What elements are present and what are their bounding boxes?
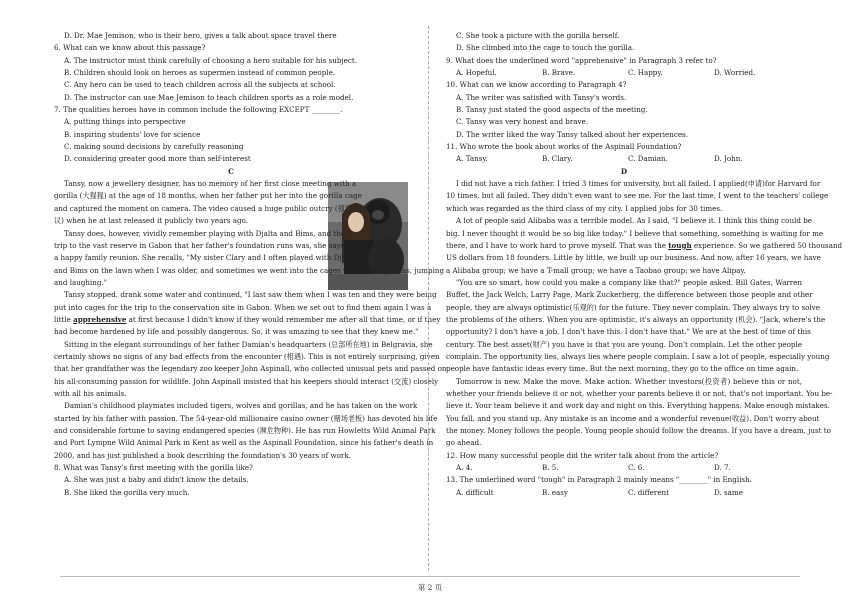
passage-d-line: 10 times, but all failed. They didn't even want to see me. For the last time, I went to the teachers' college bbox=[446, 191, 829, 201]
q6-option-b: B. Children should look on heroes as supermen instead of common people. bbox=[64, 68, 336, 78]
q11-option-c: C. Damian. bbox=[628, 154, 668, 164]
q9-stem: 9. What does the underlined word "apprehensive" in Paragraph 3 refer to? bbox=[446, 55, 717, 65]
q13-option-b: B. easy bbox=[542, 487, 568, 497]
passage-d-line: go ahead. bbox=[446, 438, 482, 448]
q9-option-d: D. Worried. bbox=[714, 68, 756, 78]
q6-option-a: A. The instructor must think carefully of choosing a hero suitable for his subject. bbox=[64, 55, 357, 65]
passage-c-line: and laughing." bbox=[54, 277, 108, 287]
text-run: at first because I didn't know if they would remember me after all that time, or if they bbox=[126, 314, 441, 324]
passage-d-line: You fall, and you stand up. Any mistake is an income and a wonderful revenue(收益). Don't worry about bbox=[446, 413, 820, 423]
q10-option-d: D. The writer liked the way Tansy talked about her experiences. bbox=[456, 129, 688, 139]
q11-options bbox=[446, 153, 802, 165]
passage-c-line: started by his father with passion. The 54-year-old millionaire casino owner (赌场老板) has devoted his life bbox=[54, 413, 438, 423]
q7-option-c: C. making sound decisions by carefully reasoning bbox=[64, 142, 244, 152]
q13-option-c: C. different bbox=[628, 487, 670, 497]
q11-option-a: A. Tansy. bbox=[456, 154, 488, 164]
passage-d-line: the problems of the others. When you are optimistic, it's always an opportunity (机会). "Jack, where's the bbox=[446, 314, 826, 324]
passage-d-line: which was regarded as the third class of my city. I applied jobs for 30 times. bbox=[446, 203, 723, 213]
passage-c-line-apprehensive bbox=[54, 314, 441, 326]
passage-d-line: "You are so smart, how could you make a company like that?" people asked. Bill Gates, Warren bbox=[456, 277, 802, 287]
q9-option-a: A. Hopeful. bbox=[456, 68, 497, 78]
q6-stem: 6. What can we know about this passage? bbox=[54, 43, 206, 53]
q6-option-c: C. Any hero can be used to teach children across all the subjects at school. bbox=[64, 80, 336, 90]
q12-options bbox=[446, 462, 802, 474]
passage-c-line: 议) when he at last released it publicly two years ago. bbox=[54, 216, 248, 226]
q13-option-a: A. difficult bbox=[456, 487, 494, 497]
passage-d-line: people, they are always optimistic(乐观的) for the future. They never complain. They always try to solve bbox=[446, 302, 820, 312]
passage-c-line: Sitting in the elegant surroundings of her father Damian's headquarters (总部所在地) in Belgravia, she bbox=[64, 339, 433, 349]
q8-option-c: C. She took a picture with the gorilla herself. bbox=[456, 31, 620, 40]
section-d-heading: D bbox=[620, 166, 628, 176]
q12-option-b: B. 5. bbox=[542, 463, 559, 473]
passage-c-line: and considerable fortune to saving endangered species (濒危物种). He has run Howletts Wild Animal Park bbox=[54, 426, 436, 435]
passage-c-line: Tansy stopped, drank some water and continued, "I last saw them when I was ten and they were being bbox=[64, 290, 437, 300]
right-column bbox=[446, 30, 843, 499]
passage-d-line: Tomorrow is new. Make the move. Make action. Whether investors(投资者) believe this or not, bbox=[456, 376, 802, 386]
q13-options bbox=[446, 487, 802, 499]
passage-c-line: certainly shows no signs of any bad effects from the encounter (相遇). This is not entirely surprising, given bbox=[54, 351, 440, 361]
q9-option-b: B. Brave. bbox=[542, 68, 576, 78]
left-column bbox=[54, 30, 447, 499]
q8-option-d: D. She climbed into the cage to touch the gorilla. bbox=[456, 43, 635, 53]
passage-d-line: the money. Money follows the people. Young people should follow the dreams. If you have a dream, just to bbox=[446, 426, 831, 435]
q12-option-d: D. 7. bbox=[714, 463, 731, 473]
q13-stem: 13. The underlined word "tough" in Paragraph 2 mainly means "________" in English. bbox=[446, 475, 752, 485]
q7-option-b: B. inspiring students' love for science bbox=[64, 129, 201, 139]
q12-stem: 12. How many successful people did the writer talk about from the article? bbox=[446, 450, 719, 460]
q5-option-d: D. Dr. Mae Jemison, who is their hero, gives a talk about space travel there bbox=[64, 31, 337, 40]
passage-c-line: gorilla (大猩猩) at the age of 18 months, when her father put her into the gorilla cage bbox=[54, 191, 362, 201]
q10-option-b: B. Tansy just stated the good aspects of the meeting. bbox=[456, 105, 648, 115]
passage-c-line: a happy family reunion. She recalls, "My sister Clary and I often played with Djalta bbox=[54, 253, 356, 263]
passage-c-line: had become hardened by life and possibly dangerous. So, it was amazing to see that they knew me." bbox=[54, 327, 419, 337]
passage-c-para-3 bbox=[54, 289, 447, 499]
passage-d-line: century. The best asset(财产) you have is that you are young. Don't complain. Let the other people bbox=[446, 339, 802, 349]
passage-d-line: complain. The opportunity lies, always lies where people complain. I saw a lot of people, especially young bbox=[446, 351, 830, 361]
passage-c-line: Damian's childhood playmates included tigers, wolves and gorillas, and he has taken on the work bbox=[64, 401, 418, 411]
passage-c-line: his all-consuming passion for wildlife. John Aspinall insisted that his keepers should interact (交流) closely bbox=[54, 376, 439, 386]
section-c-heading: C bbox=[228, 166, 234, 176]
passage-c-line: 2000, and has just published a book describing the foundation's 30 years of work. bbox=[54, 450, 351, 460]
q9-options bbox=[446, 67, 802, 79]
passage-d-line: big. I never thought it would be so big like today." I believe that something, something is waiting for me bbox=[446, 228, 824, 238]
left-top-lines bbox=[54, 30, 408, 166]
passage-d-line-tough bbox=[446, 240, 843, 252]
q8-stem: 8. What was Tansy's first meeting with the gorilla like? bbox=[54, 463, 253, 473]
q7-option-a: A. putting things into perspective bbox=[64, 117, 186, 127]
q7-option-d: D. considering greater good more than self-interest bbox=[64, 154, 251, 164]
passage-c-line: Tansy does, however, vividly remember playing with Djalta and Bims, and the bbox=[64, 228, 346, 238]
q8-option-a: A. She was just a baby and didn't know the details. bbox=[64, 475, 249, 485]
passage-c-line: put into cages for the trip to the conservation site in Gabon. When we set out to find them again I was a bbox=[54, 302, 432, 312]
passage-c-line: Tansy, now a jewellery designer, has no memory of her first close meeting with a bbox=[64, 179, 357, 189]
footer-rule bbox=[60, 576, 800, 577]
passage-d-line: Buffet, the Jack Welch, Larry Page, Mark Zuckerberg, the difference between those people and other bbox=[446, 290, 813, 300]
q7-stem: 7. The qualities heroes have in common include the following EXCEPT ________. bbox=[54, 105, 343, 115]
passage-d-line: I did not have a rich father. I tried 3 times for university, but all failed. I applied(申请)for Harvard for bbox=[456, 179, 821, 189]
passage-c-line: and captured the moment on camera. The video caused a huge public outcry (强烈的抗 bbox=[54, 203, 367, 213]
q9-option-c: C. Happy. bbox=[628, 68, 663, 78]
q10-stem: 10. What can we know according to Paragraph 4? bbox=[446, 80, 627, 90]
passage-d-line: whether your friends believe it or not, whether your parents believe it or not, that's not important. You be- bbox=[446, 388, 833, 398]
q10-option-c: C. Tansy was very honest and brave. bbox=[456, 117, 589, 127]
q6-option-d: D. The instructor can use Mae Jemison to teach children sports as a role model. bbox=[64, 92, 354, 102]
passage-d-line: lieve it. Your team believe it and work day and night on this. Everything happens. Make enough mistakes. bbox=[446, 401, 830, 411]
q12-option-a: A. 4. bbox=[456, 463, 473, 473]
passage-d-line: people have fantastic ideas every time. But the next morning, they go to the office on time again. bbox=[446, 364, 799, 374]
passage-d-line: opportunity? I don't have a job. I don't have this. I don't have that." We are at the best of time of this bbox=[446, 327, 811, 337]
passage-c-line: and Port Lympne Wild Animal Park in Kent as well as the Aspinall Foundation, since his father's death in bbox=[54, 438, 434, 448]
page-number: 第 2 页 bbox=[417, 583, 443, 592]
q11-stem: 11. Who wrote the book about works of the Aspinall Foundation? bbox=[446, 142, 682, 152]
underlined-word-apprehensive: apprehensive bbox=[73, 314, 127, 324]
text-run: little bbox=[54, 314, 74, 324]
q13-option-d: D. same bbox=[714, 487, 743, 497]
text-run: experience. So we gathered 50 thousand bbox=[691, 240, 843, 250]
passage-c-line: that her grandfather was the legendary zoo keeper John Aspinall, who collected unusual pets and passed on bbox=[54, 364, 447, 374]
passage-c-line: with all his animals. bbox=[54, 388, 127, 398]
passage-c-line: trip to the vast reserve in Gabon that her father's foundation runs was, she says, like bbox=[54, 240, 362, 250]
q11-option-b: B. Clary. bbox=[542, 154, 573, 164]
passage-d-line: A lot of people said Alibaba was a terrible model. As I said, "I believe it. I think this thing could be bbox=[456, 216, 812, 226]
passage-d-line: a Alibaba group; we have a T-mall group; we have a Taobao group; we have Alipay. bbox=[446, 265, 746, 275]
text-run: there, and I have to work hard to prove myself. That was the bbox=[446, 240, 669, 250]
passage-c-line: and Bims on the lawn when I was older, and sometimes we went into the cages with other gorillas, jumping bbox=[54, 265, 445, 275]
column-divider bbox=[428, 26, 429, 571]
passage-d-line: US dollars from 18 founders. Little by little, we built up our business. And now, after 16 years, we have bbox=[446, 253, 821, 263]
underlined-word-tough: tough bbox=[668, 240, 692, 250]
q8-option-b: B. She liked the gorilla very much. bbox=[64, 487, 190, 497]
q12-option-c: C. 6. bbox=[628, 463, 645, 473]
q10-option-a: A. The writer was satisfied with Tansy's words. bbox=[456, 92, 627, 102]
q11-option-d: D. John. bbox=[714, 154, 743, 164]
